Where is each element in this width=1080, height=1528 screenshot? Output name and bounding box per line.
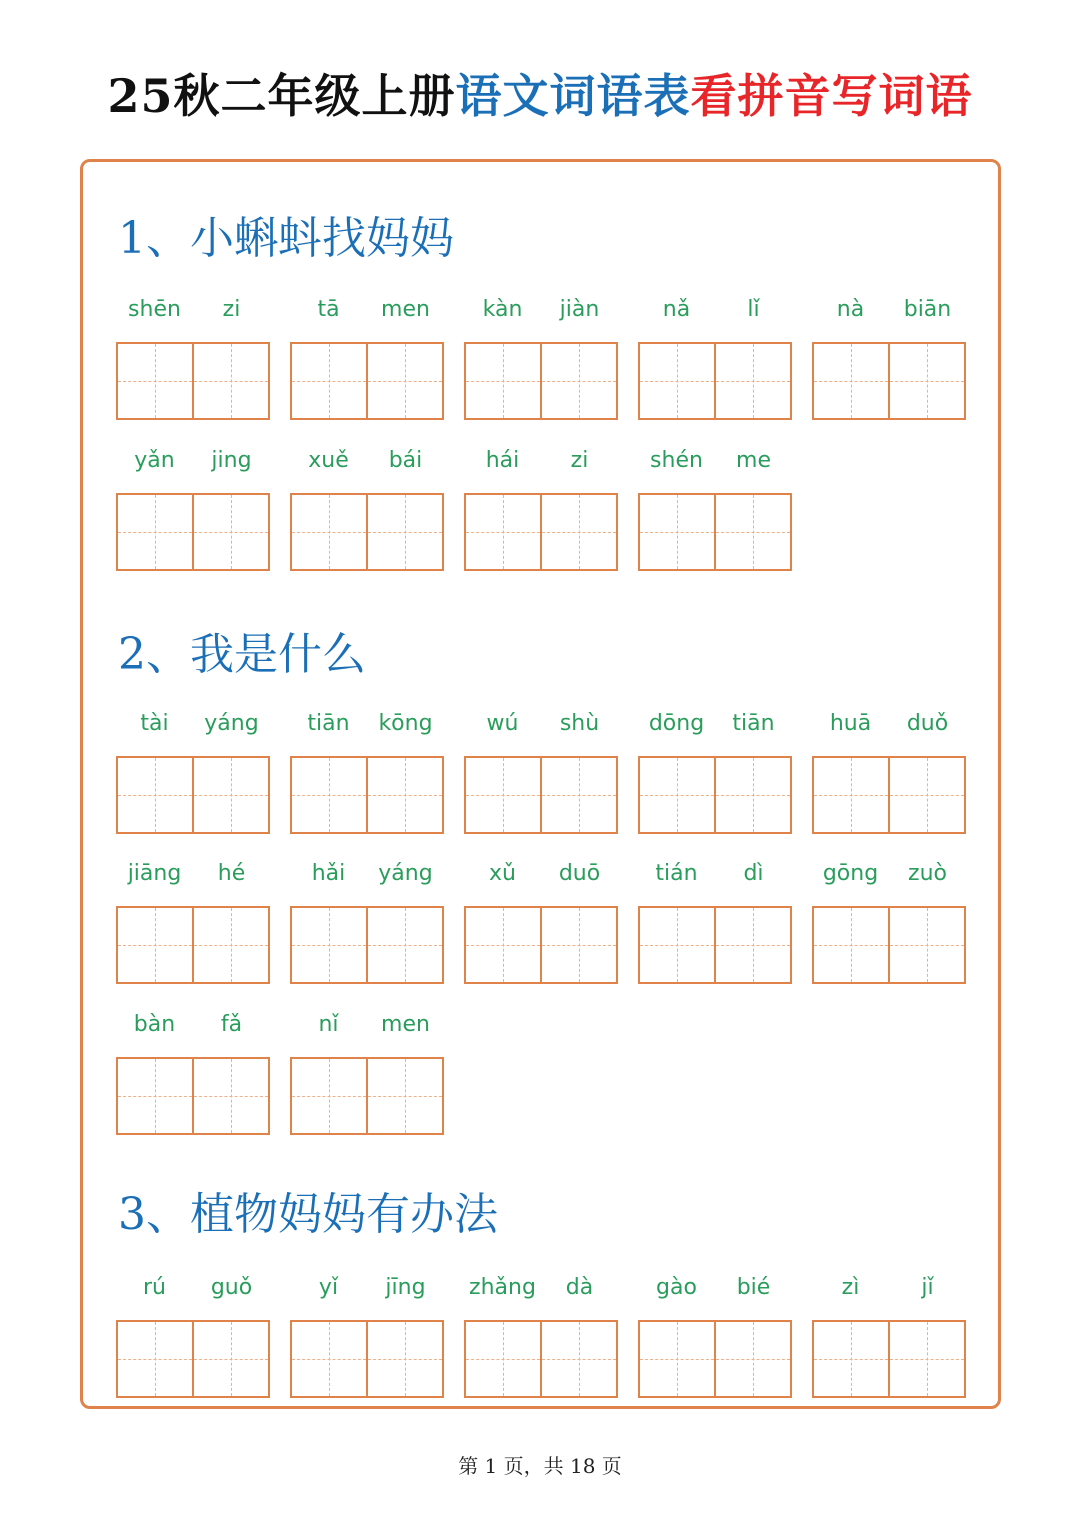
character-box[interactable] bbox=[888, 758, 964, 832]
character-box[interactable] bbox=[118, 758, 192, 832]
character-box[interactable] bbox=[192, 758, 268, 832]
word-item bbox=[290, 1011, 444, 1141]
character-box[interactable] bbox=[640, 1322, 714, 1396]
pinyin-syllable: bàn bbox=[133, 1012, 176, 1037]
pinyin-syllable: hé bbox=[217, 861, 246, 886]
pinyin-syllable: zhǎng bbox=[469, 1275, 536, 1300]
word-item bbox=[290, 1274, 444, 1404]
page-footer: 第 1 页，共 18 页 bbox=[458, 1454, 622, 1478]
pinyin-syllable: dà bbox=[565, 1275, 594, 1300]
lesson-title: 1、小蝌蚪找妈妈 bbox=[118, 213, 454, 264]
character-box[interactable] bbox=[366, 1059, 442, 1133]
pinyin-syllable: kōng bbox=[378, 711, 433, 736]
word-item bbox=[638, 710, 792, 840]
writing-grid bbox=[638, 493, 792, 571]
character-box[interactable] bbox=[540, 1322, 616, 1396]
word-item bbox=[116, 1274, 270, 1404]
writing-grid bbox=[812, 342, 966, 420]
writing-grid bbox=[464, 342, 618, 420]
pinyin-syllable: yǎn bbox=[134, 448, 175, 473]
writing-grid bbox=[116, 342, 270, 420]
pinyin-syllable: men bbox=[381, 297, 430, 322]
writing-grid bbox=[290, 1057, 444, 1135]
word-item bbox=[812, 1274, 966, 1404]
word-item bbox=[464, 710, 618, 840]
pinyin-syllable: nǎ bbox=[662, 297, 691, 322]
writing-grid bbox=[290, 756, 444, 834]
title-part-grade: 25秋二年级上册 bbox=[107, 69, 456, 123]
character-box[interactable] bbox=[466, 495, 540, 569]
word-item bbox=[638, 1274, 792, 1404]
word-item bbox=[812, 710, 966, 840]
pinyin-syllable: tài bbox=[140, 711, 169, 736]
writing-grid bbox=[638, 1320, 792, 1398]
writing-grid bbox=[812, 1320, 966, 1398]
character-box[interactable] bbox=[118, 1059, 192, 1133]
character-box[interactable] bbox=[714, 1322, 790, 1396]
character-box[interactable] bbox=[466, 344, 540, 418]
title-part-task: 看拼音写词语 bbox=[690, 69, 973, 123]
character-box[interactable] bbox=[292, 758, 366, 832]
writing-grid bbox=[290, 906, 444, 984]
pinyin-syllable: dì bbox=[743, 861, 764, 886]
pinyin-syllable: tiān bbox=[732, 711, 775, 736]
character-box[interactable] bbox=[466, 758, 540, 832]
writing-grid bbox=[116, 756, 270, 834]
pinyin-syllable: shēn bbox=[128, 297, 181, 322]
character-box[interactable] bbox=[814, 1322, 888, 1396]
word-item bbox=[290, 860, 444, 990]
word-item bbox=[638, 860, 792, 990]
pinyin-syllable: gōng bbox=[822, 861, 879, 886]
writing-grid bbox=[464, 1320, 618, 1398]
character-box[interactable] bbox=[366, 758, 442, 832]
pinyin-syllable: xǔ bbox=[489, 861, 516, 886]
character-box[interactable] bbox=[366, 495, 442, 569]
pinyin-syllable: shén bbox=[650, 448, 703, 473]
pinyin-syllable: jīng bbox=[385, 1275, 426, 1300]
pinyin-syllable: zì bbox=[841, 1275, 860, 1300]
character-box[interactable] bbox=[540, 344, 616, 418]
character-box[interactable] bbox=[292, 344, 366, 418]
pinyin-syllable: dōng bbox=[648, 711, 705, 736]
character-box[interactable] bbox=[292, 1322, 366, 1396]
pinyin-syllable: tián bbox=[655, 861, 698, 886]
pinyin-syllable: gào bbox=[656, 1275, 697, 1300]
pinyin-syllable: nà bbox=[836, 297, 865, 322]
pinyin-syllable: jǐ bbox=[921, 1275, 934, 1300]
character-box[interactable] bbox=[292, 495, 366, 569]
character-box[interactable] bbox=[540, 495, 616, 569]
character-box[interactable] bbox=[118, 1322, 192, 1396]
pinyin-syllable: yáng bbox=[204, 711, 259, 736]
pinyin-syllable: huā bbox=[829, 711, 872, 736]
pinyin-syllable: duǒ bbox=[906, 711, 949, 736]
writing-grid bbox=[638, 342, 792, 420]
character-box[interactable] bbox=[888, 344, 964, 418]
character-box[interactable] bbox=[640, 344, 714, 418]
character-box[interactable] bbox=[118, 908, 192, 982]
word-item bbox=[290, 447, 444, 577]
word-item bbox=[116, 710, 270, 840]
writing-grid bbox=[464, 493, 618, 571]
character-box[interactable] bbox=[366, 344, 442, 418]
word-item bbox=[638, 296, 792, 426]
pinyin-syllable: lǐ bbox=[747, 297, 760, 322]
word-item bbox=[812, 296, 966, 426]
character-box[interactable] bbox=[714, 495, 790, 569]
character-box[interactable] bbox=[192, 344, 268, 418]
page-title bbox=[0, 60, 1080, 126]
character-box[interactable] bbox=[366, 1322, 442, 1396]
character-box[interactable] bbox=[118, 344, 192, 418]
pinyin-syllable: jing bbox=[211, 448, 252, 473]
character-box[interactable] bbox=[466, 1322, 540, 1396]
character-box[interactable] bbox=[192, 1059, 268, 1133]
lesson-title: 3、植物妈妈有办法 bbox=[118, 1189, 498, 1240]
pinyin-syllable: yǐ bbox=[318, 1275, 339, 1300]
writing-grid bbox=[812, 756, 966, 834]
pinyin-syllable: me bbox=[736, 448, 771, 473]
character-box[interactable] bbox=[540, 908, 616, 982]
word-item bbox=[464, 860, 618, 990]
word-item bbox=[464, 447, 618, 577]
pinyin-syllable: zuò bbox=[908, 861, 947, 886]
writing-grid bbox=[290, 493, 444, 571]
pinyin-syllable: fǎ bbox=[220, 1012, 243, 1037]
pinyin-syllable: zi bbox=[570, 448, 589, 473]
character-box[interactable] bbox=[366, 908, 442, 982]
pinyin-syllable: duō bbox=[558, 861, 601, 886]
writing-grid bbox=[116, 1320, 270, 1398]
character-box[interactable] bbox=[466, 908, 540, 982]
pinyin-syllable: bié bbox=[736, 1275, 771, 1300]
writing-grid bbox=[290, 1320, 444, 1398]
word-item bbox=[116, 1011, 270, 1141]
writing-grid bbox=[116, 1057, 270, 1135]
pinyin-syllable: jiāng bbox=[127, 861, 182, 886]
word-item bbox=[116, 447, 270, 577]
pinyin-syllable: guǒ bbox=[210, 1275, 253, 1300]
character-box[interactable] bbox=[118, 495, 192, 569]
character-box[interactable] bbox=[640, 908, 714, 982]
character-box[interactable] bbox=[814, 344, 888, 418]
word-item bbox=[812, 860, 966, 990]
character-box[interactable] bbox=[814, 908, 888, 982]
pinyin-syllable: xuě bbox=[308, 448, 349, 473]
writing-grid bbox=[638, 756, 792, 834]
writing-grid bbox=[638, 906, 792, 984]
writing-grid bbox=[116, 906, 270, 984]
character-box[interactable] bbox=[814, 758, 888, 832]
word-item bbox=[116, 296, 270, 426]
character-box[interactable] bbox=[888, 908, 964, 982]
word-item bbox=[116, 860, 270, 990]
pinyin-syllable: biān bbox=[903, 297, 952, 322]
word-item bbox=[290, 296, 444, 426]
pinyin-syllable: men bbox=[381, 1012, 430, 1037]
character-box[interactable] bbox=[888, 1322, 964, 1396]
pinyin-syllable: yáng bbox=[378, 861, 433, 886]
pinyin-syllable: nǐ bbox=[318, 1012, 339, 1037]
writing-grid bbox=[290, 342, 444, 420]
pinyin-syllable: tā bbox=[317, 297, 340, 322]
pinyin-syllable: hái bbox=[485, 448, 520, 473]
pinyin-syllable: hǎi bbox=[311, 861, 346, 886]
character-box[interactable] bbox=[640, 495, 714, 569]
writing-grid bbox=[116, 493, 270, 571]
pinyin-syllable: bái bbox=[388, 448, 423, 473]
pinyin-syllable: rú bbox=[143, 1275, 166, 1300]
word-item bbox=[464, 1274, 618, 1404]
character-box[interactable] bbox=[714, 908, 790, 982]
writing-grid bbox=[464, 756, 618, 834]
word-item bbox=[464, 296, 618, 426]
pinyin-syllable: wú bbox=[486, 711, 519, 736]
character-box[interactable] bbox=[540, 758, 616, 832]
character-box[interactable] bbox=[292, 908, 366, 982]
pinyin-syllable: kàn bbox=[482, 297, 523, 322]
pinyin-syllable: zi bbox=[222, 297, 241, 322]
character-box[interactable] bbox=[714, 758, 790, 832]
character-box[interactable] bbox=[192, 495, 268, 569]
character-box[interactable] bbox=[192, 908, 268, 982]
writing-grid bbox=[464, 906, 618, 984]
character-box[interactable] bbox=[192, 1322, 268, 1396]
lesson-title: 2、我是什么 bbox=[118, 629, 366, 680]
pinyin-syllable: tiān bbox=[307, 711, 350, 736]
word-item bbox=[290, 710, 444, 840]
character-box[interactable] bbox=[640, 758, 714, 832]
title-part-wordlist: 语文词语表 bbox=[455, 69, 691, 123]
writing-grid bbox=[812, 906, 966, 984]
pinyin-syllable: shù bbox=[559, 711, 600, 736]
character-box[interactable] bbox=[292, 1059, 366, 1133]
character-box[interactable] bbox=[714, 344, 790, 418]
word-item bbox=[638, 447, 792, 577]
pinyin-syllable: jiàn bbox=[559, 297, 600, 322]
